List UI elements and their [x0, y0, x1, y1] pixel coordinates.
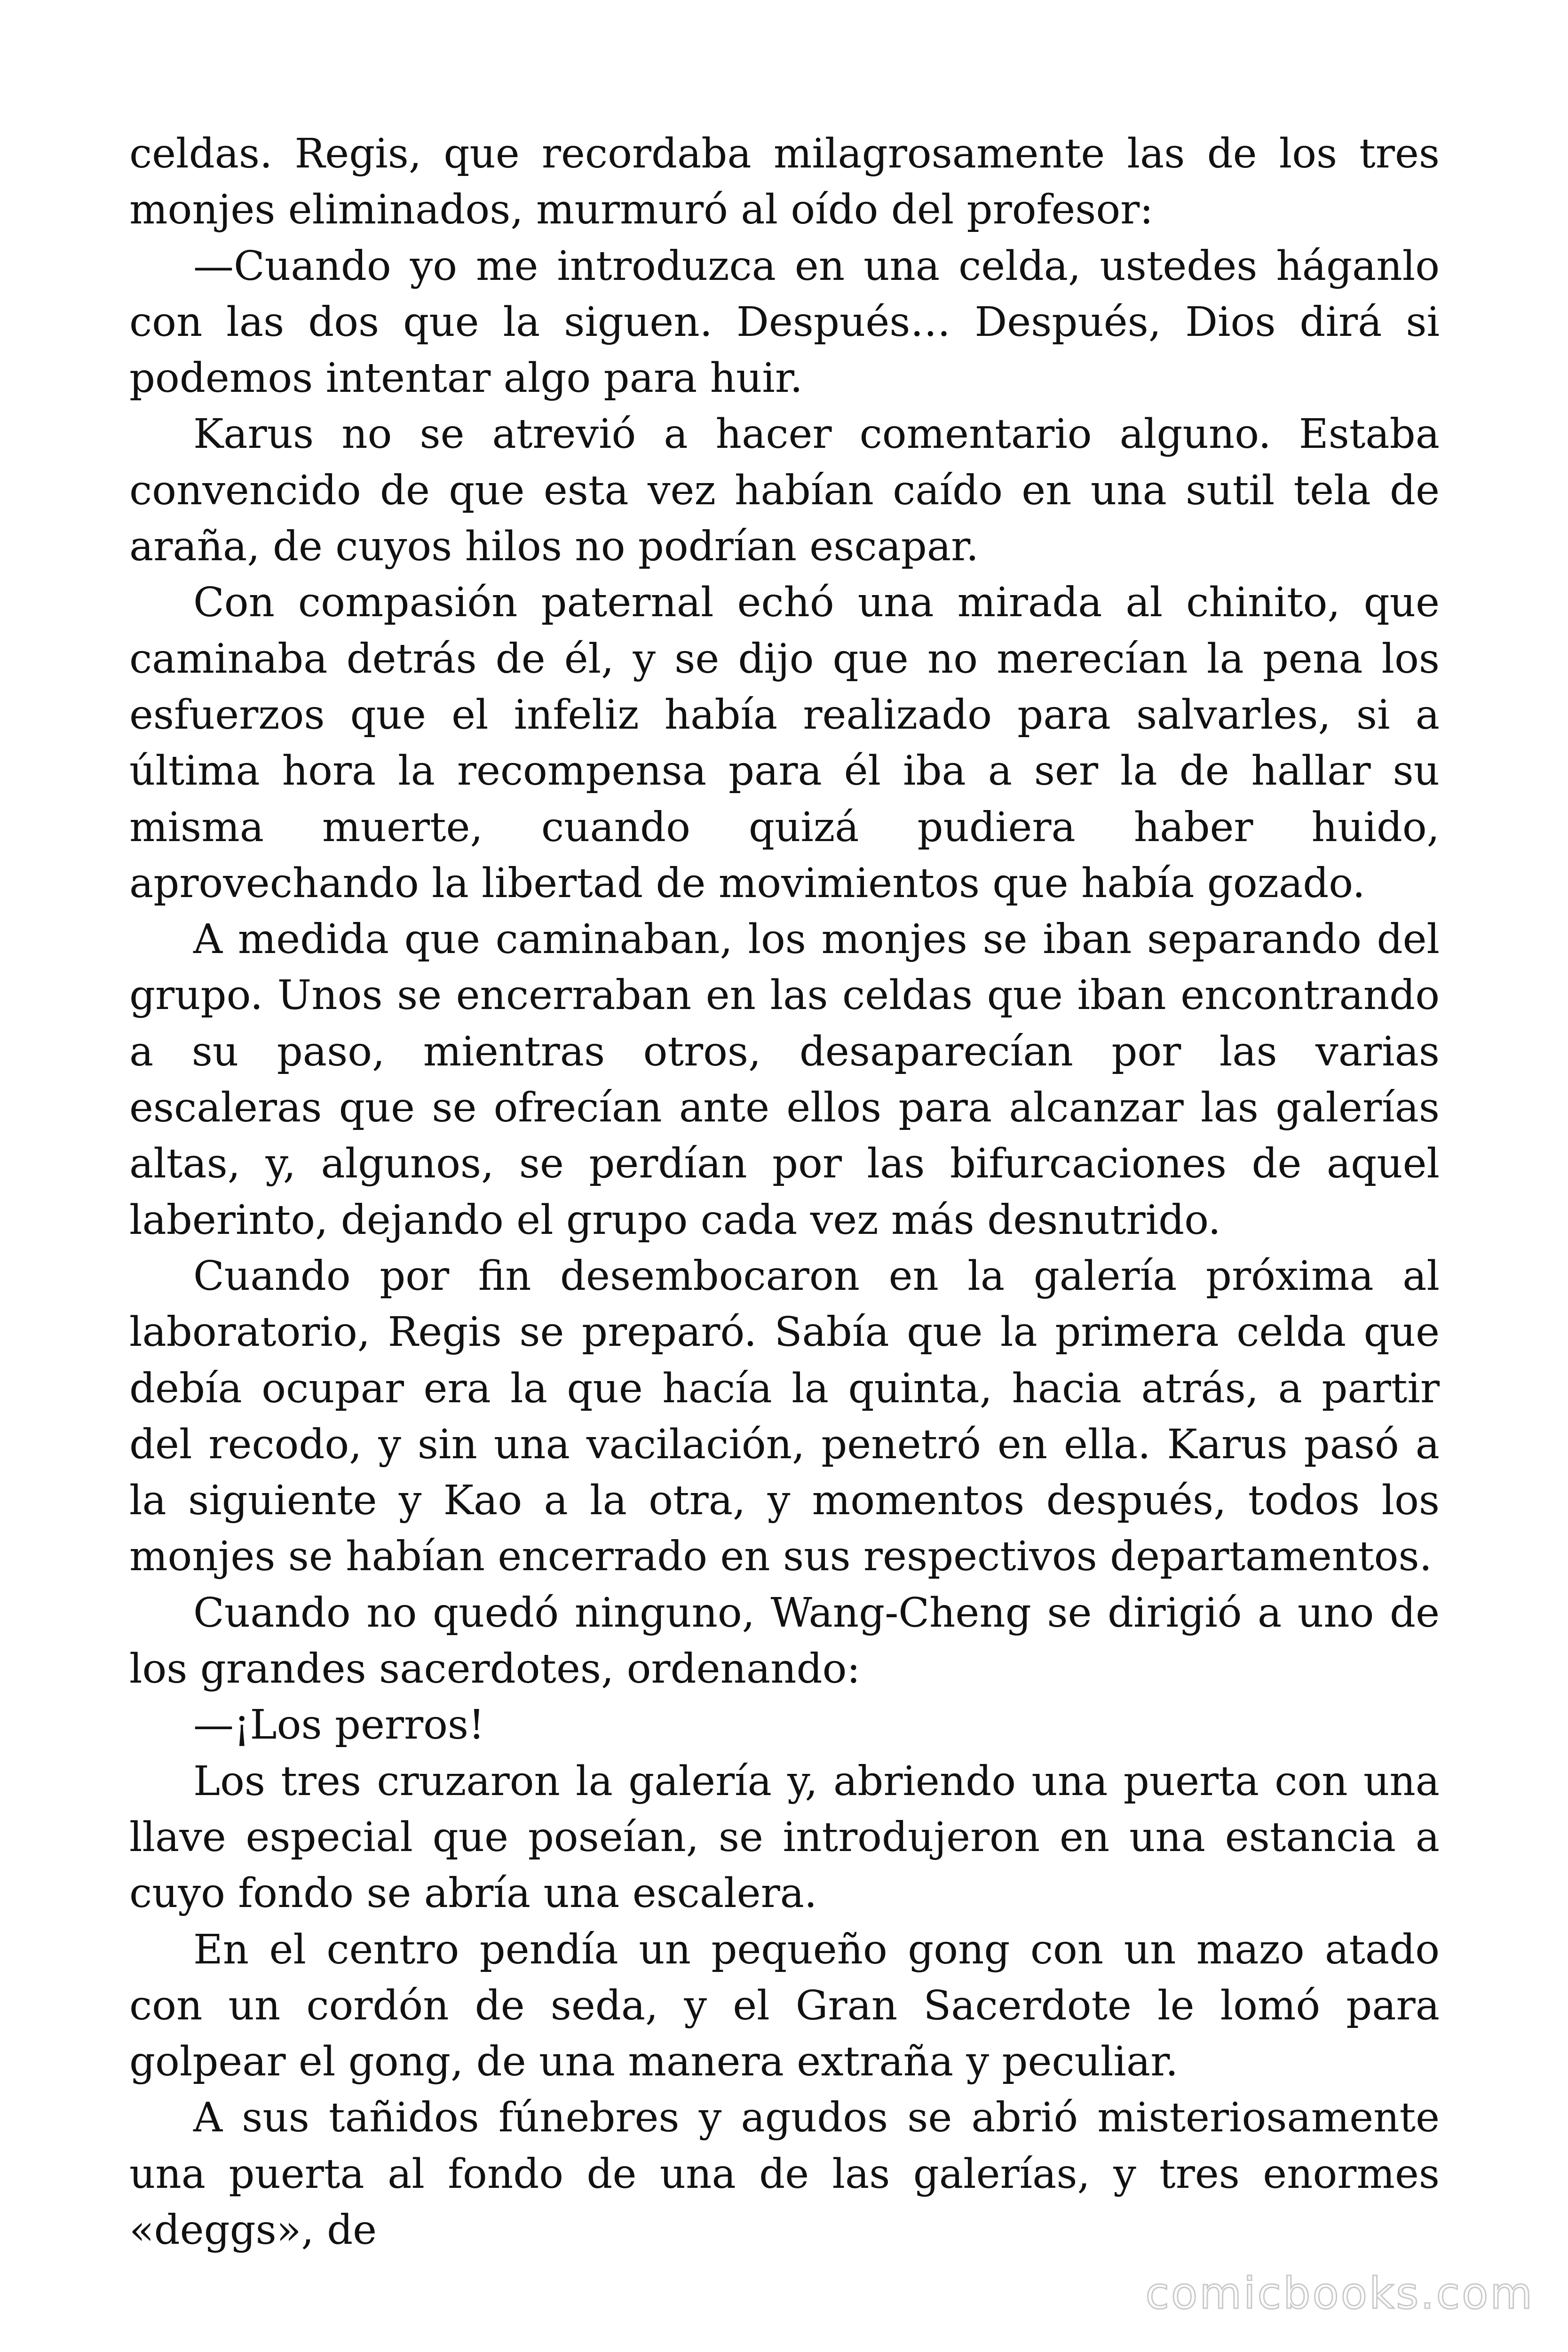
paragraph: A medida que caminaban, los monjes se iban separando del grupo. Unos se encerraban en las celdas que iban encontrando a su paso, mientras otros, desaparecían por las varias escaleras que se ofrecían ante ellos para alcanzar las galerías altas, y, algunos, se perdían por las bifurcaciones de aquel laberinto, dejando el grupo cada vez más desnutrido.	[129, 916, 1440, 1244]
paragraph: Los tres cruzaron la galería y, abriendo una puerta con una llave especial que poseían, se introdujeron en una estancia a cuyo fondo se abría una escalera.	[129, 1757, 1440, 1917]
paragraph-continuation: celdas. Regis, que recordaba milagrosamente las de los tres monjes eliminados, murmuró al oído del profesor:	[129, 130, 1440, 234]
paragraph: A sus tañidos fúnebres y agudos se abrió misteriosamente una puerta al fondo de una de las galerías, y tres enormes «deggs», de	[129, 2094, 1440, 2254]
paragraph: Cuando por fin desembocaron en la galería próxima al laboratorio, Regis se preparó. Sabía que la primera celda que debía ocupar era la que hacía la quinta, hacia atrás, a partir del recodo, y sin una vacilación, penetró en ella. Karus pasó a la siguiente y Kao a la otra, y momentos después, todos los monjes se habían encerrado en sus respectivos departamentos.	[129, 1252, 1440, 1581]
paragraph: En el centro pendía un pequeño gong con un mazo atado con un cordón de seda, y el Gran Sacerdote le lomó para golpear el gong, de una manera extraña y peculiar.	[129, 1926, 1440, 2086]
paragraph: Cuando no quedó ninguno, Wang-Cheng se dirigió a uno de los grandes sacerdotes, ordenando:	[129, 1589, 1440, 1693]
watermark-logo: comicbooks.com	[1145, 2268, 1534, 2319]
paragraph: —Cuando yo me introduzca en una celda, ustedes háganlo con las dos que la siguen. Después… Después, Dios dirá si podemos intentar algo para huir.	[129, 242, 1440, 402]
paragraph: Karus no se atrevió a hacer comentario alguno. Estaba convencido de que esta vez habían caído en una sutil tela de araña, de cuyos hilos no podrían escapar.	[129, 411, 1440, 571]
paragraph: Con compasión paternal echó una mirada al chinito, que caminaba detrás de él, y se dijo que no merecían la pena los esfuerzos que el infeliz había realizado para salvarles, si a última hora la recompensa para él iba a ser la de hallar su misma muerte, cuando quizá pudiera haber huido, aprovechando la libertad de movimientos que había gozado.	[129, 579, 1440, 907]
page-body-text	[129, 126, 1440, 2258]
paragraph: —¡Los perros!	[193, 1701, 485, 1749]
